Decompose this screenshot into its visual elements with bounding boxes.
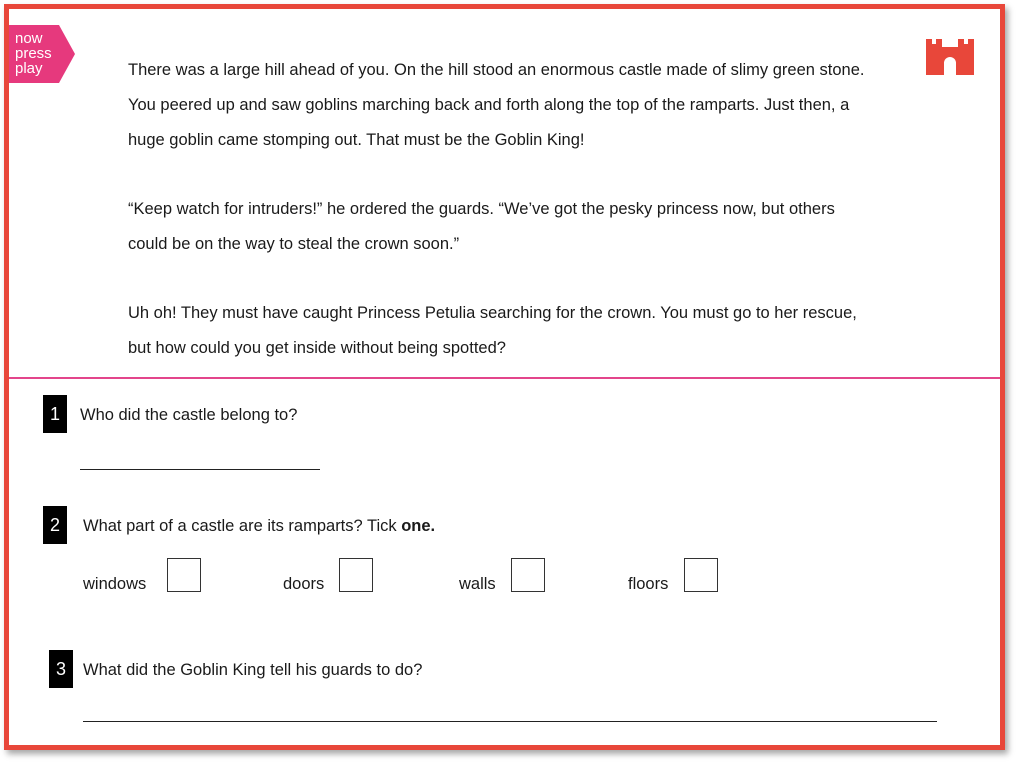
logo-line-1: now xyxy=(15,30,43,47)
option-doors-label: doors xyxy=(283,575,325,593)
logo-line-2: press xyxy=(15,45,52,62)
question-2-emphasis: one. xyxy=(401,517,436,535)
question-2-text xyxy=(83,517,435,536)
logo-line-3: play xyxy=(15,60,43,77)
option-floors-checkbox[interactable] xyxy=(684,558,718,592)
question-3-text: What did the Goblin King tell his guards to do? xyxy=(83,661,423,679)
question-3-answer-line[interactable] xyxy=(83,721,937,722)
story-paragraph-1: There was a large hill ahead of you. On the hill stood an enormous castle made of slimy green stone. You peered up and saw goblins marching back and forth along the top of the ramparts. Just then, a huge goblin came stomping out. That must be the Goblin King! xyxy=(128,61,865,149)
option-walls-label: walls xyxy=(459,575,496,593)
question-1-text: Who did the castle belong to? xyxy=(80,406,298,424)
option-windows-checkbox[interactable] xyxy=(167,558,201,592)
story-paragraph-2: “Keep watch for intruders!” he ordered the guards. “We’ve got the pesky princess now, but others could be on the way to steal the crown soon.” xyxy=(128,200,835,253)
castle-icon xyxy=(926,39,974,75)
option-floors-label: floors xyxy=(628,575,669,593)
question-1-number: 1 xyxy=(43,395,67,433)
section-divider xyxy=(9,377,1000,379)
question-2-number: 2 xyxy=(43,506,67,544)
worksheet xyxy=(4,4,1005,750)
option-doors-checkbox[interactable] xyxy=(339,558,373,592)
question-1-answer-line[interactable] xyxy=(80,469,320,470)
question-2-prompt: What part of a castle are its ramparts? Tick xyxy=(83,517,402,535)
now-press-play-logo xyxy=(9,25,75,83)
question-3-number: 3 xyxy=(49,650,73,688)
story-text xyxy=(128,53,868,400)
story-paragraph-3: Uh oh! They must have caught Princess Petulia searching for the crown. You must go to her rescue, but how could you get inside without being spotted? xyxy=(128,304,857,357)
option-walls-checkbox[interactable] xyxy=(511,558,545,592)
option-windows-label: windows xyxy=(83,575,147,593)
